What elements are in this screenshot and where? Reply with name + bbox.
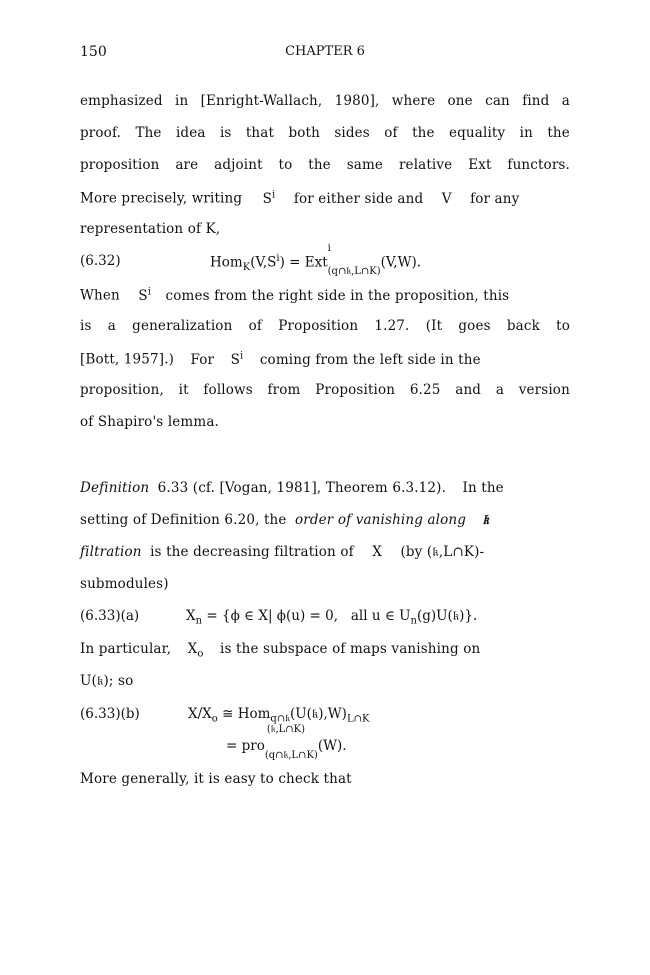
word: to xyxy=(556,318,570,334)
word: follows xyxy=(203,382,253,398)
para1-line3 xyxy=(80,157,570,173)
word: that xyxy=(245,125,275,141)
text-run: setting of Definition 6.20, the xyxy=(80,512,287,528)
word: same xyxy=(346,157,384,173)
word: (It xyxy=(425,318,443,334)
para2-line2 xyxy=(80,318,570,334)
equation-body: $X/X_o$ ≅ $Hom_{q\cap 𝔨}(U(𝔨),W)_{L\cap K}$ xyxy=(188,706,370,725)
math-S: $S^i$ xyxy=(262,189,276,207)
word: of xyxy=(384,125,398,141)
word: in xyxy=(174,93,189,109)
word: proposition, xyxy=(80,382,164,398)
word: can xyxy=(485,93,510,109)
word: Proposition xyxy=(278,318,359,334)
definition-line1 xyxy=(80,480,570,496)
equation-body: $X_n = \{\phi$ ∈ X| ϕ(u) = 0, all u ∈ $U_n(g)U(𝔨)$}. xyxy=(186,608,478,627)
text-run: For xyxy=(190,351,215,368)
definition-line4: submodules) xyxy=(80,576,169,592)
word: from xyxy=(267,382,301,398)
word: Ext xyxy=(468,157,492,173)
definition-line2 xyxy=(80,512,570,528)
word: equality xyxy=(449,125,506,141)
para2-line3 xyxy=(80,350,570,368)
word: 1980], xyxy=(334,93,380,109)
word: to xyxy=(278,157,293,173)
para4-line1: More generally, it is easy to check that xyxy=(80,771,352,787)
definition-heading: Definition xyxy=(80,480,150,496)
text-run: coming from the left side in the xyxy=(259,351,481,368)
para1-line2 xyxy=(80,125,570,141)
word: a xyxy=(561,93,570,109)
word: the xyxy=(412,125,435,141)
para2-line5: of Shapiro's lemma. xyxy=(80,414,219,430)
para2-line1 xyxy=(80,286,570,304)
math-S: $S^i$ xyxy=(230,350,244,368)
word: one xyxy=(447,93,473,109)
text-run: In the xyxy=(462,480,504,496)
word: the xyxy=(308,157,331,173)
word: proposition xyxy=(80,157,160,173)
defined-term: filtration xyxy=(80,544,142,560)
word: adjoint xyxy=(214,157,263,173)
word: idea xyxy=(175,125,206,141)
word: a xyxy=(107,318,116,334)
text-run: (by (𝔨,L∩K)- xyxy=(400,544,485,560)
equation-label: (6.32) xyxy=(80,253,121,269)
math-k: 𝔨 xyxy=(482,512,490,528)
word: back xyxy=(506,318,540,334)
word: in xyxy=(519,125,533,141)
word: emphasized xyxy=(80,93,163,109)
text-run: [Bott, 1957].) xyxy=(80,351,175,368)
word: it xyxy=(178,382,189,398)
word: Proposition xyxy=(315,382,396,398)
word: relative xyxy=(398,157,453,173)
math-V: V xyxy=(441,190,452,207)
para1-line4 xyxy=(80,189,570,207)
page-number: 150 xyxy=(80,44,107,60)
para2-line4 xyxy=(80,382,570,398)
text-run: comes from the right side in the proposition, this xyxy=(165,287,510,304)
word: where xyxy=(391,93,436,109)
equation-label: (6.33)(b) xyxy=(80,706,140,722)
word: functors. xyxy=(507,157,570,173)
definition-line3 xyxy=(80,544,570,560)
word: are xyxy=(175,157,199,173)
word: both xyxy=(288,125,320,141)
para3-line2: U(𝔨); so xyxy=(80,673,134,689)
para1-line5: representation of K, xyxy=(80,221,221,237)
equation-body: $Hom_K(V,S^i)$ = Ext i $_{(q\cap 𝔨,L\cap K)}$(V,W). xyxy=(210,242,422,278)
word: find xyxy=(522,93,550,109)
word: The xyxy=(135,125,162,141)
word: proof. xyxy=(80,125,122,141)
text-run: for either side and xyxy=(293,190,424,207)
word: generalization xyxy=(132,318,233,334)
equation-body: = pro (𝔨,L∩K) $_{(q\cap 𝔨,L\cap K)}$(W). xyxy=(226,724,347,761)
word: is xyxy=(219,125,232,141)
defined-term: order of vanishing along xyxy=(294,512,467,528)
para1-line1 xyxy=(80,93,570,109)
word: 1.27. xyxy=(374,318,410,334)
word: a xyxy=(495,382,505,398)
math-S: $S^i$ xyxy=(138,286,152,304)
text-run: is the decreasing filtration of xyxy=(150,544,354,560)
text-run: is the subspace of maps vanishing on xyxy=(220,641,481,657)
word: 6.25 xyxy=(409,382,441,398)
math-X: X xyxy=(372,544,382,560)
text-run: 6.33 (cf. [Vogan, 1981], Theorem 6.3.12). xyxy=(157,480,447,496)
word: and xyxy=(455,382,482,398)
word: version xyxy=(518,382,570,398)
word: sides xyxy=(334,125,370,141)
math-X0: $X_o$ xyxy=(187,641,204,660)
word: goes xyxy=(458,318,491,334)
word: is xyxy=(80,318,92,334)
text-run: More precisely, writing xyxy=(80,190,243,207)
text-run: for any xyxy=(470,190,520,207)
word: the xyxy=(547,125,570,141)
equation-label: (6.33)(a) xyxy=(80,608,140,624)
word: of xyxy=(248,318,263,334)
word: [Enright-Wallach, xyxy=(200,93,323,109)
text-run: In particular, xyxy=(80,641,172,657)
para3-line1 xyxy=(80,641,570,660)
text-run: When xyxy=(80,287,120,304)
running-head: CHAPTER 6 xyxy=(285,44,365,59)
